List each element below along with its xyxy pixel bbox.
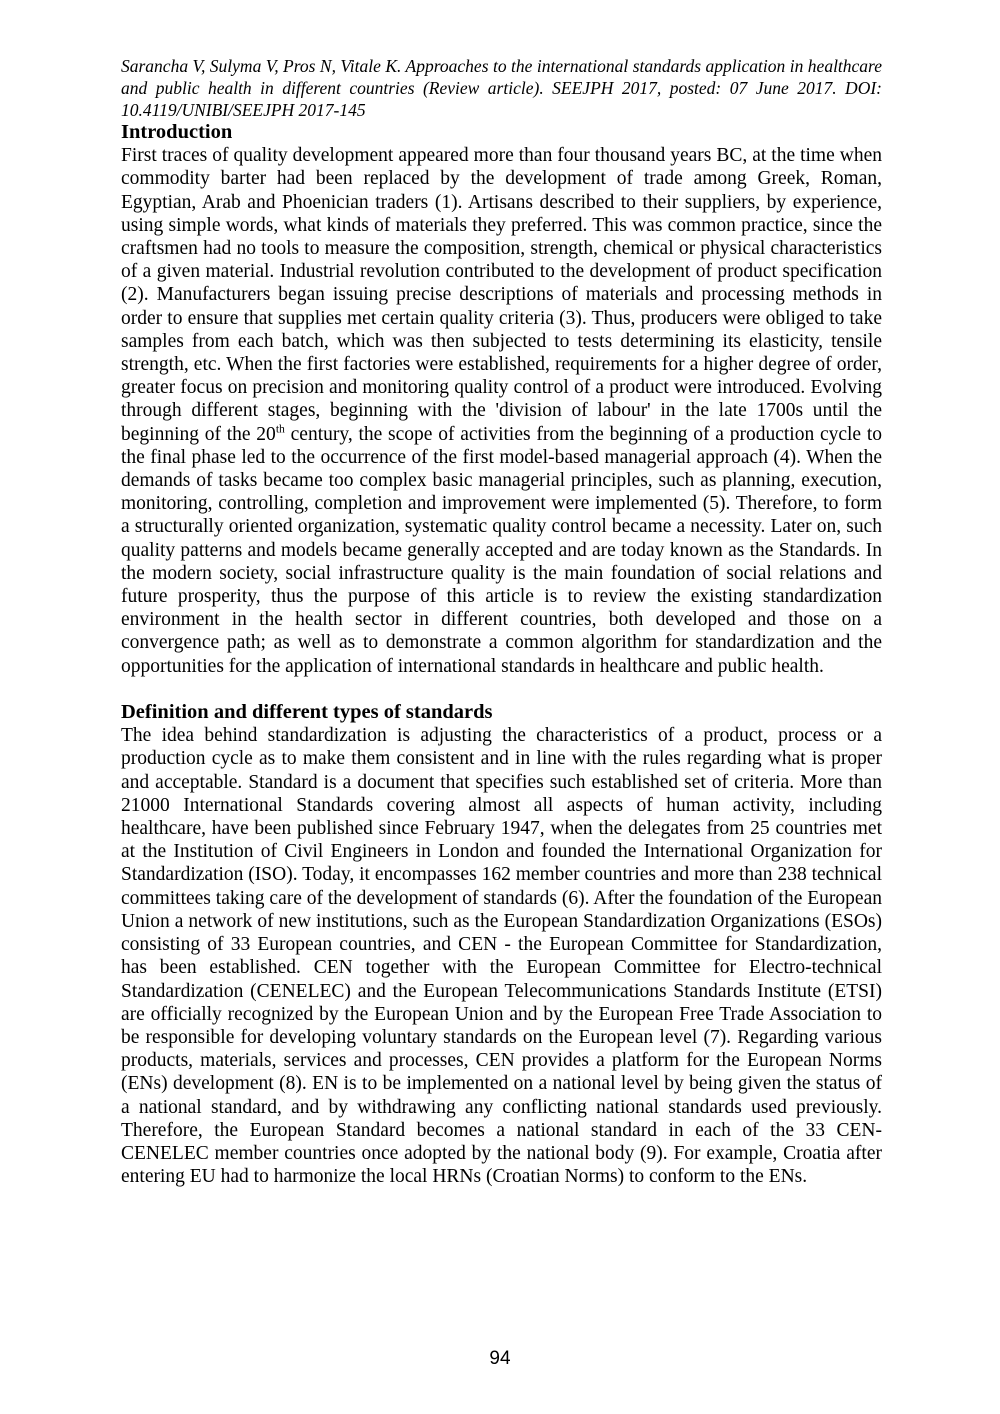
- section-heading-definition: Definition and different types of standards: [121, 701, 493, 724]
- header-citation: Sarancha V, Sulyma V, Pros N, Vitale K. Approaches to the international standards application in healthcare and public health in different countries (Review article). SEEJPH 2017, posted: 07 June 2017. DOI: 10.4119/UNIBI/SEEJPH 2017-145: [121, 56, 882, 120]
- definition-paragraph: The idea behind standardization is adjusting the characteristics of a product, process or a production cycle as to make them consistent and in line with the rules regarding what is proper and acceptable. Standard is a document that specifies such established set of criteria. More than 21000 International Standards covering almost all aspects of human activity, including healthcare, have been published since February 1947, when the delegates from 25 countries met at the Institution of Civil Engineers in London and founded the International Organization for Standardization (ISO). Today, it encompasses 162 member countries and more than 238 technical committees taking care of the development of standards (6). After the foundation of the European Union a network of new institutions, such as the European Standardization Organizations (ESOs) consisting of 33 European countries, and CEN - the European Committee for Standardization, has been established. CEN together with the European Committee for Electro-technical Standardization (CENELEC) and the European Telecommunications Standards Institute (ETSI) are officially recognized by the European Union and by the European Free Trade Association to be responsible for developing voluntary standards on the European level (7). Regarding various products, materials, services and processes, CEN provides a platform for the European Norms (ENs) development (8). EN is to be implemented on a national level by being given the status of a national standard, and by withdrawing any conflicting national standards used previously. Therefore, the European Standard becomes a national standard in each of the 33 CEN-CENELEC member countries once adopted by the national body (9). For example, Croatia after entering EU had to harmonize the local HRNs (Croatian Norms) to conform to the ENs.: [121, 725, 882, 1188]
- section-spacer: [121, 678, 882, 701]
- introduction-paragraph: [121, 144, 882, 678]
- introduction-text-part2: century, the scope of activities from the beginning of a production cycle to the final phase led to the occurrence of the first model-based managerial approach (4). When the demands of tasks became too complex basic managerial principles, such as planning, execution, monitoring, controlling, completion and improvement were implemented (5). Therefore, to form a structurally oriented organization, systematic quality control became a necessity. Later on, such quality patterns and models became generally accepted and are today known as the Standards. In the modern society, social infrastructure quality is the main foundation of social relations and future prosperity, thus the purpose of this article is to review the existing standardization environment in the health sector in different countries, both developed and those on a convergence path; as well as to demonstrate a common algorithm for standardization and the opportunities for the application of international standards in healthcare and public health.: [121, 423, 882, 677]
- section-heading-introduction: Introduction: [121, 121, 233, 143]
- page-number: 94: [489, 1348, 511, 1369]
- superscript-th: th: [275, 422, 285, 436]
- introduction-text-part1: First traces of quality development appeared more than four thousand years BC, at the time when commodity barter had been replaced by the development of trade among Greek, Roman, Egyptian, Arab and Phoenician traders (1). Artisans described to their suppliers, by experience, using simple words, what kinds of materials they preferred. This was common practice, since the craftsmen had no tools to measure the composition, strength, chemical or physical characteristics of a given material. Industrial revolution contributed to the development of product specification (2). Manufacturers began issuing precise descriptions of materials and processing methods in order to ensure that supplies met certain quality criteria (3). Thus, producers were obliged to take samples from each batch, which was then subjected to tests determining its elasticity, tensile strength, etc. When the first factories were established, requirements for a higher degree of order, greater focus on precision and monitoring quality control of a product were introduced. Evolving through different stages, beginning with the 'division of labour' in the late 1700s until the beginning of the 20: [121, 145, 882, 445]
